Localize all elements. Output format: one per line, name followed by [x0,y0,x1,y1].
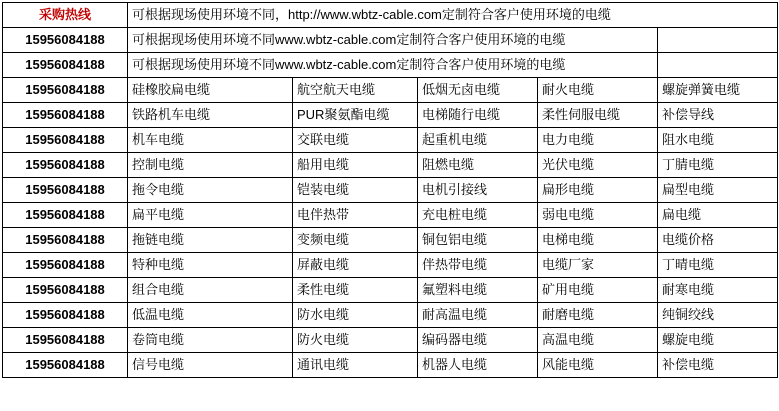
table-row [3,203,778,228]
table-row [3,128,778,153]
product-name: 补偿导线 [658,103,778,128]
table-row [3,253,778,278]
product-name: 耐火电缆 [538,78,658,103]
promo-message: 可根据现场使用环境不同www.wbtz-cable.com定制符合客户使用环境的电缆 [128,53,658,78]
hotline-label: 采购热线 [3,3,128,28]
product-name: 纯铜绞线 [658,303,778,328]
product-name: 船用电缆 [293,153,418,178]
product-name: 电缆价格 [658,228,778,253]
table-row [3,178,778,203]
product-name: 丁晴电缆 [658,253,778,278]
product-name: 螺旋弹簧电缆 [658,78,778,103]
product-name: 丁腈电缆 [658,153,778,178]
product-name: 铠装电缆 [293,178,418,203]
product-name: 电梯电缆 [538,228,658,253]
phone-number: 15956084188 [3,53,128,78]
product-name: 特种电缆 [128,253,293,278]
phone-number: 15956084188 [3,228,128,253]
product-name: 低温电缆 [128,303,293,328]
phone-number: 15956084188 [3,328,128,353]
phone-number: 15956084188 [3,78,128,103]
phone-number: 15956084188 [3,28,128,53]
product-name: 卷筒电缆 [128,328,293,353]
table-body [3,3,778,378]
product-name: 屏蔽电缆 [293,253,418,278]
product-name: 柔性电缆 [293,278,418,303]
product-name: 光伏电缆 [538,153,658,178]
table-row [3,153,778,178]
product-name: 低烟无卤电缆 [418,78,538,103]
cable-product-table [2,2,778,378]
phone-number: 15956084188 [3,128,128,153]
product-name: 机器人电缆 [418,353,538,378]
product-name: PUR聚氨酯电缆 [293,103,418,128]
product-name: 耐磨电缆 [538,303,658,328]
promo-message: 可根据现场使用环境不同，http://www.wbtz-cable.com定制符合客户使用环境的电缆 [128,3,778,28]
phone-number: 15956084188 [3,353,128,378]
product-name: 防水电缆 [293,303,418,328]
product-name: 高温电缆 [538,328,658,353]
product-name: 矿用电缆 [538,278,658,303]
table-row [3,78,778,103]
phone-number: 15956084188 [3,178,128,203]
phone-number: 15956084188 [3,253,128,278]
product-name: 控制电缆 [128,153,293,178]
product-name: 机车电缆 [128,128,293,153]
product-name: 拖链电缆 [128,228,293,253]
product-name: 扁平电缆 [128,203,293,228]
product-name: 伴热带电缆 [418,253,538,278]
product-name: 起重机电缆 [418,128,538,153]
product-name: 电梯随行电缆 [418,103,538,128]
product-name: 电机引接线 [418,178,538,203]
table-row [3,228,778,253]
table-row [3,3,778,28]
product-name: 氟塑料电缆 [418,278,538,303]
product-name: 扁型电缆 [658,178,778,203]
product-name: 电缆厂家 [538,253,658,278]
product-name: 螺旋电缆 [658,328,778,353]
table-row [3,353,778,378]
product-name: 柔性伺服电缆 [538,103,658,128]
product-name: 铜包铝电缆 [418,228,538,253]
product-name: 弱电电缆 [538,203,658,228]
product-name: 扁电缆 [658,203,778,228]
product-name: 通讯电缆 [293,353,418,378]
product-name: 防火电缆 [293,328,418,353]
empty-cell [658,28,778,53]
product-name: 电力电缆 [538,128,658,153]
product-name: 阻水电缆 [658,128,778,153]
phone-number: 15956084188 [3,278,128,303]
phone-number: 15956084188 [3,203,128,228]
phone-number: 15956084188 [3,103,128,128]
table-row [3,103,778,128]
product-name: 信号电缆 [128,353,293,378]
product-name: 扁形电缆 [538,178,658,203]
product-name: 交联电缆 [293,128,418,153]
product-name: 拖令电缆 [128,178,293,203]
product-name: 充电桩电缆 [418,203,538,228]
product-name: 阻燃电缆 [418,153,538,178]
product-name: 变频电缆 [293,228,418,253]
promo-message: 可根据现场使用环境不同www.wbtz-cable.com定制符合客户使用环境的电缆 [128,28,658,53]
product-name: 航空航天电缆 [293,78,418,103]
product-name: 编码器电缆 [418,328,538,353]
phone-number: 15956084188 [3,303,128,328]
phone-number: 15956084188 [3,153,128,178]
table-row [3,278,778,303]
product-name: 电伴热带 [293,203,418,228]
product-name: 补偿电缆 [658,353,778,378]
table-row [3,328,778,353]
product-name: 风能电缆 [538,353,658,378]
product-name: 硅橡胶扁电缆 [128,78,293,103]
table-row [3,53,778,78]
product-name: 耐寒电缆 [658,278,778,303]
product-name: 铁路机车电缆 [128,103,293,128]
table-row [3,28,778,53]
product-name: 组合电缆 [128,278,293,303]
table-row [3,303,778,328]
empty-cell [658,53,778,78]
product-name: 耐高温电缆 [418,303,538,328]
